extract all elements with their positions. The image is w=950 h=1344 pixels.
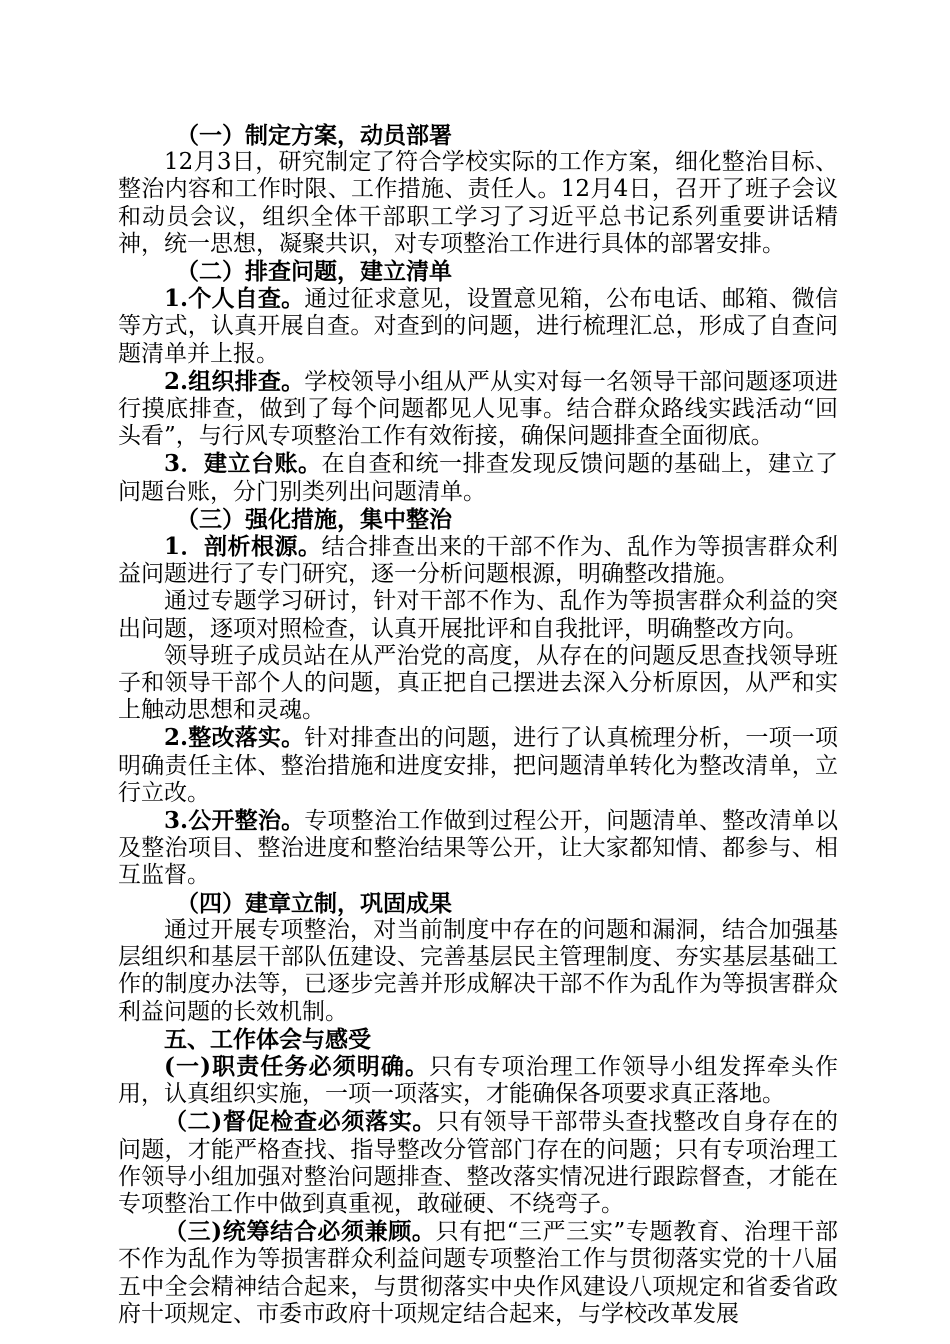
item-lead: 1．剖析根源。 bbox=[164, 533, 322, 561]
item-text: 学校领导小组从严从实对每一名领导干部问题逐项进行摸底排查，做到了每个问题都见人见事。结合群众路线实践活动“回头看”，与行风专项整治工作有效衔接，确保问题排查全面彻底。 bbox=[118, 368, 838, 450]
item-lead: （二)督促检查必须落实。 bbox=[164, 1108, 437, 1136]
document-page bbox=[118, 122, 838, 1328]
paragraph: 通过开展专项整治，对当前制度中存在的问题和漏洞，结合加强基层组织和基层干部队伍建设、完善基层民主管理制度、夯实基层基础工作的制度办法等，已逐步完善并形成解决干部不作为乱作为等损害群众利益问题的长效机制。 bbox=[118, 916, 838, 1025]
item-text: 结合排查出来的干部不作为、乱作为等损害群众利益问题进行了专门研究，逐一分析问题根源，明确整改措施。 bbox=[118, 534, 838, 588]
section-heading-1: （一）制定方案，动员部署 bbox=[176, 122, 452, 149]
paragraph: 领导班子成员站在从严治党的高度，从存在的问题反思查找领导班子和领导干部个人的问题，真正把自己摆进去深入分析原因，从严和实上触动思想和灵魂。 bbox=[118, 642, 838, 724]
item-text: 通过征求意见，设置意见箱，公布电话、邮箱、微信等方式，认真开展自查。对查到的问题，进行梳理汇总，形成了自查问题清单并上报。 bbox=[118, 286, 838, 367]
paragraph: 通过专题学习研讨，针对干部不作为、乱作为等损害群众利益的突出问题，逐项对照检查，认真开展批评和自我批评，明确整改方向。 bbox=[118, 588, 838, 642]
list-item bbox=[118, 1218, 838, 1328]
paragraph: 12月3日，研究制定了符合学校实际的工作方案，细化整治目标、整治内容和工作时限、工作措施、责任人。12月4日，召开了班子会议和动员会议，组织全体干部职工学习了习近平总书记系列重要讲话精神，统一思想，凝聚共识，对专项整治工作进行具体的部署安排。 bbox=[118, 149, 838, 257]
item-text: 针对排查出的问题，进行了认真梳理分析，一项一项明确责任主体、整治措施和进度安排，把问题清单转化为整改清单，立行立改。 bbox=[118, 725, 838, 806]
list-item bbox=[118, 533, 838, 588]
section-heading-2: （二）排查问题，建立清单 bbox=[176, 258, 452, 286]
list-item bbox=[118, 1108, 838, 1218]
list-item bbox=[118, 807, 838, 890]
list-item bbox=[118, 724, 838, 807]
section-heading-3: （三）强化措施，集中整治 bbox=[176, 505, 452, 533]
item-lead: 3．建立台账。 bbox=[164, 450, 322, 478]
list-item bbox=[118, 1053, 838, 1108]
list-item bbox=[118, 285, 838, 368]
item-text: 只有把“三严三实”专题教育、治理干部不作为乱作为等损害群众利益问题专项整治工作与贯彻落实党的十八届五中全会精神结合起来，与贯彻落实中央作风建设八项规定和省委省政府十项规定、市委市政府十项规定结合起来，与学校改革发展 bbox=[118, 1219, 838, 1327]
item-lead: 1.个人自查。 bbox=[164, 285, 305, 313]
list-item bbox=[118, 368, 838, 451]
item-lead: 3.公开整治。 bbox=[164, 807, 305, 835]
list-item bbox=[118, 450, 838, 505]
section-heading-5: 五、工作体会与感受 bbox=[164, 1025, 371, 1053]
section-heading-4: （四）建章立制，巩固成果 bbox=[176, 889, 452, 917]
item-text: 只有专项治理工作领导小组发挥牵头作用，认真组织实施，一项一项落实，才能确保各项要求真正落地。 bbox=[118, 1053, 839, 1108]
item-lead: （三)统筹结合必须兼顾。 bbox=[164, 1218, 436, 1246]
item-text: 专项整治工作做到过程公开，问题清单、整改清单以及整治项目、整治进度和整治结果等公开，让大家都知情、都参与、相互监督。 bbox=[118, 808, 838, 889]
item-text: 在自查和统一排查发现反馈问题的基础上，建立了问题台账，分门别类列出问题清单。 bbox=[118, 451, 838, 505]
item-lead: 2.整改落实。 bbox=[164, 724, 305, 752]
item-text: 只有领导干部带头查找整改自身存在的问题，才能严格查找、指导整改分管部门存在的问题；只有专项治理工作领导小组加强对整治问题排查、整改落实情况进行跟踪督查，才能在专项整治工作中做到真重视，敢碰硬、不绕弯子。 bbox=[118, 1109, 838, 1217]
item-lead: (一)职责任务必须明确。 bbox=[164, 1052, 430, 1080]
item-lead: 2.组织排查。 bbox=[164, 367, 305, 395]
